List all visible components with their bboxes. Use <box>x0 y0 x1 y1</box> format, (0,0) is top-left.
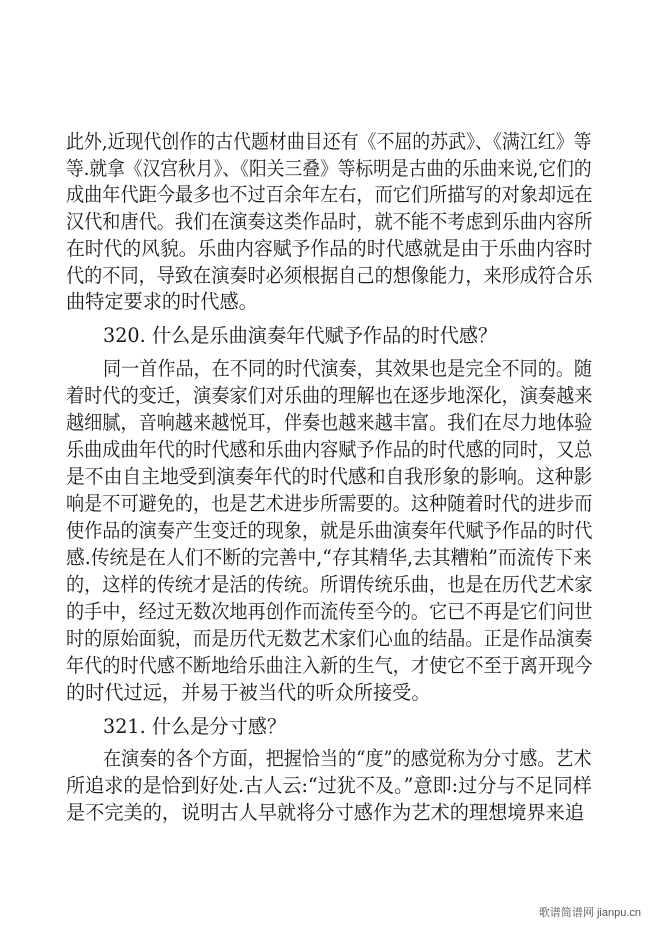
text-line: 感.传统是在人们不断的完善中,“存其精华,去其糟粕”而流传下来 <box>66 546 592 569</box>
text-line: 所追求的是恰到好处.古人云:“过犹不及。”意即:过分与不足同样 <box>66 774 592 797</box>
text-line: 的手中，经过无数次地再创作而流传至今的。它已不再是它们问世 <box>66 600 593 623</box>
text-line: 时的原始面貌，而是历代无数艺术家们心血的结晶。正是作品演奏 <box>66 627 593 650</box>
text-line: 成曲年代距今最多也不过百余年左右，而它们所描写的对象却远在 <box>66 183 593 206</box>
text-line: 年代的时代感不断地给乐曲注入新的生气，才使它不至于离开现今 <box>66 654 593 677</box>
text-line: 曲特定要求的时代感。 <box>66 290 258 313</box>
text-line: 乐曲成曲年代的时代感和乐曲内容赋予作品的时代感的同时，又总 <box>66 438 593 461</box>
text-line: 是不完美的，说明古人早就将分寸感作为艺术的理想境界来追 <box>66 801 585 824</box>
text-line: 越细腻，音响越来越悦耳，伴奏也越来越丰富。我们在尽力地体验 <box>66 411 593 434</box>
text-line: 此外,近现代创作的古代题材曲目还有《不屈的苏武》、《满江红》等 <box>66 130 592 153</box>
site-watermark: 歌谱简谱网 jianpu.cn <box>538 907 641 919</box>
question-heading-320: 320. 什么是乐曲演奏年代赋予作品的时代感？ <box>103 324 498 347</box>
text-line: 使作品的演奏产生变迁的现象，就是乐曲演奏年代赋予作品的时代 <box>66 519 593 542</box>
text-line: 的时代过远，并易于被当代的听众所接受。 <box>66 681 431 704</box>
text-line: 着时代的变迁，演奏家们对乐曲的理解也在逐步地深化，演奏越来 <box>66 384 593 407</box>
text-line: 响是不可避免的，也是艺术进步所需要的。这种随着时代的进步而 <box>66 492 593 515</box>
text-line: 等.就拿《汉宫秋月》、《阳关三叠》等标明是古曲的乐曲来说,它们的 <box>66 157 592 180</box>
text-line: 在演奏的各个方面，把握恰当的“度”的感觉称为分寸感。艺术 <box>103 747 592 770</box>
text-line: 是不由自主地受到演奏年代的时代感和自我形象的影响。这种影 <box>66 465 593 488</box>
text-line: 在时代的风貌。乐曲内容赋予作品的时代感就是由于乐曲内容时 <box>66 237 593 260</box>
text-line: 汉代和唐代。我们在演奏这类作品时，就不能不考虑到乐曲内容所 <box>66 210 593 233</box>
text-line: 同一首作品，在不同的时代演奏，其效果也是完全不同的。随 <box>103 357 593 380</box>
question-heading-321: 321. 什么是分寸感？ <box>103 715 287 738</box>
text-line: 代的不同，导致在演奏时必须根据自己的想像能力，来形成符合乐 <box>66 264 593 287</box>
text-line: 的，这样的传统才是活的传统。所谓传统乐曲，也是在历代艺术家 <box>66 573 593 596</box>
